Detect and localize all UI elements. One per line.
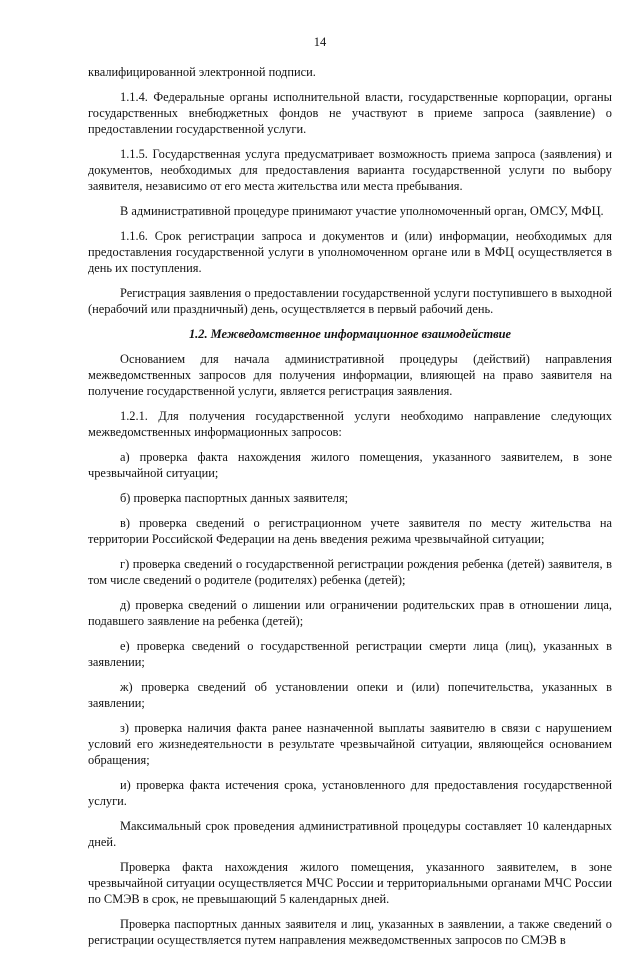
page-number: 14 <box>313 35 327 49</box>
paragraph-1-2-1: 1.2.1. Для получения государственной услуги необходимо направление следующих межведомственных информационных запросов: <box>88 409 612 439</box>
section-heading-1-2: 1.2. Межведомственное информационное взаимодействие <box>188 327 512 341</box>
paragraph-passport-check: Проверка паспортных данных заявителя и лиц, указанных в заявлении, а также сведений о регистрации осуществляется путем направления межведомственных запросов по СМЭВ в <box>88 917 612 947</box>
list-item-i: и) проверка факта истечения срока, установленного для предоставления государственной услуги. <box>88 778 612 808</box>
list-item-a: а) проверка факта нахождения жилого помещения, указанного заявителем, в зоне чрезвычайной ситуации; <box>88 450 612 480</box>
paragraph-continuation: квалифицированной электронной подписи. <box>88 65 316 79</box>
paragraph-1-1-4: 1.1.4. Федеральные органы исполнительной власти, государственные корпорации, органы государственных внебюджетных фондов не участвуют в приеме запроса (заявление) о предоставлении государственной услуги. <box>88 90 612 136</box>
paragraph-1-1-5: 1.1.5. Государственная услуга предусматривает возможность приема запроса (заявления) и документов, необходимых для предоставления варианта государственной услуги по выбору заявителя, независимо от его места жительства или места пребывания. <box>88 147 612 193</box>
paragraph-1-1-6: 1.1.6. Срок регистрации запроса и документов и (или) информации, необходимых для предоставления государственной услуги в уполномоченном органе или в МФЦ осуществляется в день их поступления. <box>88 229 612 275</box>
list-item-e: е) проверка сведений о государственной регистрации смерти лица (лиц), указанных в заявлении; <box>88 639 612 669</box>
paragraph-max-term: Максимальный срок проведения административной процедуры составляет 10 календарных дней. <box>88 819 612 849</box>
list-item-zh: ж) проверка сведений об установлении опеки и (или) попечительства, указанных в заявлении; <box>88 680 612 710</box>
document-body <box>88 64 612 957</box>
list-item-z: з) проверка наличия факта ранее назначенной выплаты заявителю в связи с нарушением условий его жизнедеятельности в результате чрезвычайной ситуации, являющейся основанием обращения; <box>88 721 612 767</box>
paragraph-emergency-check: Проверка факта нахождения жилого помещения, указанного заявителем, в зоне чрезвычайной ситуации осуществляется МЧС России и территориальными органами МЧС России по СМЭВ в срок, не превышающий 5 календарных дней. <box>88 860 612 906</box>
list-item-b: б) проверка паспортных данных заявителя; <box>120 491 349 505</box>
list-item-v: в) проверка сведений о регистрационном учете заявителя по месту жительства на территории Российской Федерации на день введения режима чрезвычайной ситуации; <box>88 516 612 546</box>
list-item-g: г) проверка сведений о государственной регистрации рождения ребенка (детей) заявителя, в том числе сведений о родителе (родителях) ребенка (детей); <box>88 557 612 587</box>
paragraph-registration-weekend: Регистрация заявления о предоставлении государственной услуги поступившего в выходной (нерабочий или праздничный) день, осуществляется в первый рабочий день. <box>88 286 612 316</box>
paragraph-participants: В административной процедуре принимают участие уполномоченный орган, ОМСУ, МФЦ. <box>120 204 604 218</box>
paragraph-basis: Основанием для начала административной процедуры (действий) направления межведомственных запросов для получения информации, влияющей на право заявителя на получение государственной услуги, является регистрация заявления. <box>88 352 612 398</box>
list-item-d: д) проверка сведений о лишении или ограничении родительских прав в отношении лица, подавшего заявление на ребенка (детей); <box>88 598 612 628</box>
